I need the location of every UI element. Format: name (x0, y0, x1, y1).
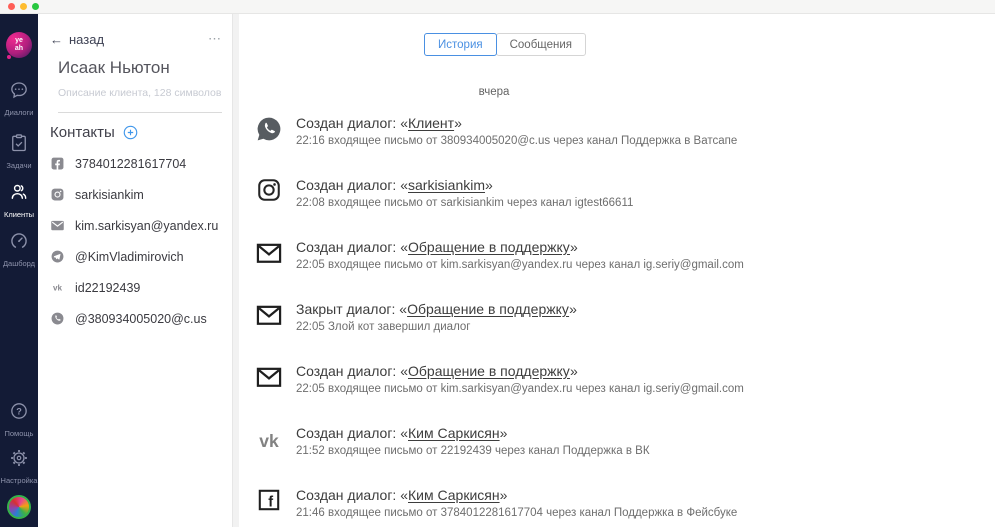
event-action: Создан диалог: (296, 425, 397, 441)
event-title (296, 301, 577, 317)
event-details: 22:16 входящее письмо от 380934005020@c.us через канал Поддержка в Ватсапе (296, 135, 738, 147)
event-details: 22:05 Злой кот завершил диалог (296, 321, 471, 333)
nav-sidebar (0, 14, 38, 527)
event-row-email (254, 363, 995, 395)
tab-messages[interactable]: Сообщения (496, 33, 586, 56)
event-details: 22:08 входящее письмо от sarkisiankim через канал igtest66611 (296, 197, 634, 209)
contact-row-email[interactable] (50, 210, 222, 241)
vk-icon (50, 280, 65, 295)
contact-row-vk[interactable] (50, 272, 222, 303)
event-action: Создан диалог: (296, 487, 397, 503)
contact-value: @380934005020@c.us (75, 311, 207, 326)
tab-bar (424, 33, 995, 56)
sidebar-item-label: Задачи (6, 161, 32, 170)
sidebar-item-settings[interactable] (1, 448, 38, 485)
client-name[interactable]: Исаак Ньютон (58, 58, 170, 77)
open-quote: « (400, 177, 408, 193)
open-quote: « (400, 487, 408, 503)
vk-glyph: vk (52, 283, 63, 293)
sidebar-item-label: Диалоги (4, 108, 34, 117)
event-row-vk (254, 425, 995, 457)
main-content (239, 14, 995, 527)
back-link[interactable] (50, 32, 104, 47)
close-quote: » (485, 177, 493, 193)
help-question-icon (9, 401, 29, 426)
event-action: Закрыт диалог: (296, 301, 396, 317)
open-quote: « (400, 239, 408, 255)
sidebar-item-clients[interactable] (4, 182, 34, 219)
app-logo-text-line1: ye (15, 37, 23, 44)
email-icon (254, 301, 284, 333)
app-window (0, 14, 995, 527)
facebook-glyph: f (268, 494, 274, 511)
event-details: 21:52 входящее письмо от 22192439 через канал Поддержка в ВК (296, 445, 650, 457)
event-subject-link[interactable]: Клиент (408, 115, 455, 131)
event-details: 22:05 входящее письмо от kim.sarkisyan@yandex.ru через канал ig.seriy@gmail.com (296, 259, 744, 271)
event-subject-link[interactable]: Обращение в поддержку (407, 301, 570, 317)
event-subject-link[interactable]: Обращение в поддержку (408, 239, 570, 255)
gauge-icon (9, 231, 29, 256)
contact-row-telegram[interactable] (50, 241, 222, 272)
email-icon (50, 218, 65, 233)
open-quote: « (400, 115, 408, 131)
event-row-whatsapp (254, 115, 995, 147)
email-icon (254, 363, 284, 395)
help-glyph: ? (16, 406, 22, 417)
app-logo-text-line2: ah (14, 45, 24, 52)
contact-row-whatsapp[interactable] (50, 303, 222, 334)
vk-icon (254, 425, 284, 457)
contact-value: kim.sarkisyan@yandex.ru (75, 218, 219, 233)
whatsapp-icon (50, 311, 65, 326)
chat-bubble-icon (9, 80, 29, 105)
contact-value: sarkisiankim (75, 187, 144, 202)
clipboard-check-icon (9, 133, 29, 158)
event-action: Создан диалог: (296, 177, 397, 193)
sidebar-item-tasks[interactable] (6, 133, 31, 170)
more-menu-icon[interactable]: ⋯ (208, 31, 222, 46)
sidebar-item-label: Дашборд (2, 259, 36, 268)
close-quote: » (569, 301, 577, 317)
event-row-facebook (254, 487, 995, 519)
open-quote: « (400, 363, 408, 379)
event-subject-link[interactable]: sarkisiankim (408, 177, 486, 193)
close-quote: » (569, 239, 578, 255)
client-description-placeholder[interactable]: Описание клиента, 128 символов (58, 87, 222, 99)
open-quote: « (399, 301, 408, 317)
event-title (296, 425, 650, 441)
zoom-window-button[interactable] (32, 3, 39, 10)
facebook-icon (254, 487, 284, 519)
people-icon (9, 182, 29, 207)
event-subject-link[interactable]: Ким Саркисян (408, 425, 500, 441)
event-row-email (254, 239, 995, 271)
instagram-icon (254, 177, 284, 209)
facebook-icon (50, 156, 65, 171)
event-subject-link[interactable]: Ким Саркисян (408, 487, 500, 503)
window-titlebar (0, 0, 995, 14)
contact-row-instagram[interactable] (50, 179, 222, 210)
gear-icon (9, 448, 29, 473)
contact-value: id22192439 (75, 280, 141, 295)
app-logo[interactable] (6, 32, 32, 58)
event-action: Создан диалог: (296, 115, 397, 131)
sidebar-item-label: Помощь (4, 429, 34, 438)
minimize-window-button[interactable] (20, 3, 27, 10)
add-contact-button[interactable] (122, 124, 139, 141)
contact-value: @KimVladimirovich (75, 249, 184, 264)
sidebar-bottom-group (1, 401, 38, 527)
contact-value: 3784012281617704 (75, 156, 187, 171)
event-subject-link[interactable]: Обращение в поддержку (408, 363, 570, 379)
event-title (296, 239, 744, 255)
contacts-header (50, 124, 222, 141)
event-title (296, 177, 633, 193)
contact-row-facebook[interactable] (50, 148, 222, 179)
sidebar-item-label: Клиенты (3, 210, 35, 219)
close-quote: » (569, 363, 578, 379)
tab-history[interactable]: История (424, 33, 497, 56)
close-quote: » (499, 425, 508, 441)
event-row-email (254, 301, 995, 333)
close-quote: » (454, 115, 462, 131)
telegram-icon (50, 249, 65, 264)
panel-divider (58, 112, 222, 113)
whatsapp-icon (254, 115, 284, 147)
sidebar-item-help[interactable] (5, 401, 34, 438)
event-list (254, 115, 995, 519)
back-label: назад (69, 31, 105, 47)
email-icon (254, 239, 284, 271)
client-panel-header (50, 31, 222, 47)
close-quote: » (499, 487, 508, 503)
event-details: 21:46 входящее письмо от 3784012281617704 через канал Поддержка в Фейсбуке (296, 507, 738, 519)
event-title (296, 363, 744, 379)
event-title (296, 487, 737, 503)
date-separator: вчера (478, 86, 510, 98)
event-action: Создан диалог: (296, 363, 397, 379)
instagram-icon (50, 187, 65, 202)
event-row-instagram (254, 177, 995, 209)
open-quote: « (400, 425, 408, 441)
close-window-button[interactable] (8, 3, 15, 10)
contacts-title: Контакты (50, 124, 115, 141)
event-title (296, 115, 737, 131)
event-action: Создан диалог: (296, 239, 397, 255)
sidebar-item-dashboard[interactable] (3, 231, 35, 268)
event-details: 22:05 входящее письмо от kim.sarkisyan@yandex.ru через канал ig.seriy@gmail.com (296, 383, 744, 395)
back-arrow-icon: ← (50, 31, 63, 47)
contact-list (50, 148, 222, 334)
user-avatar[interactable] (7, 495, 31, 519)
sidebar-item-label: Настройка (0, 476, 38, 485)
sidebar-item-dialogs[interactable] (5, 80, 34, 117)
vk-glyph: vk (259, 430, 279, 451)
client-panel (38, 14, 233, 527)
